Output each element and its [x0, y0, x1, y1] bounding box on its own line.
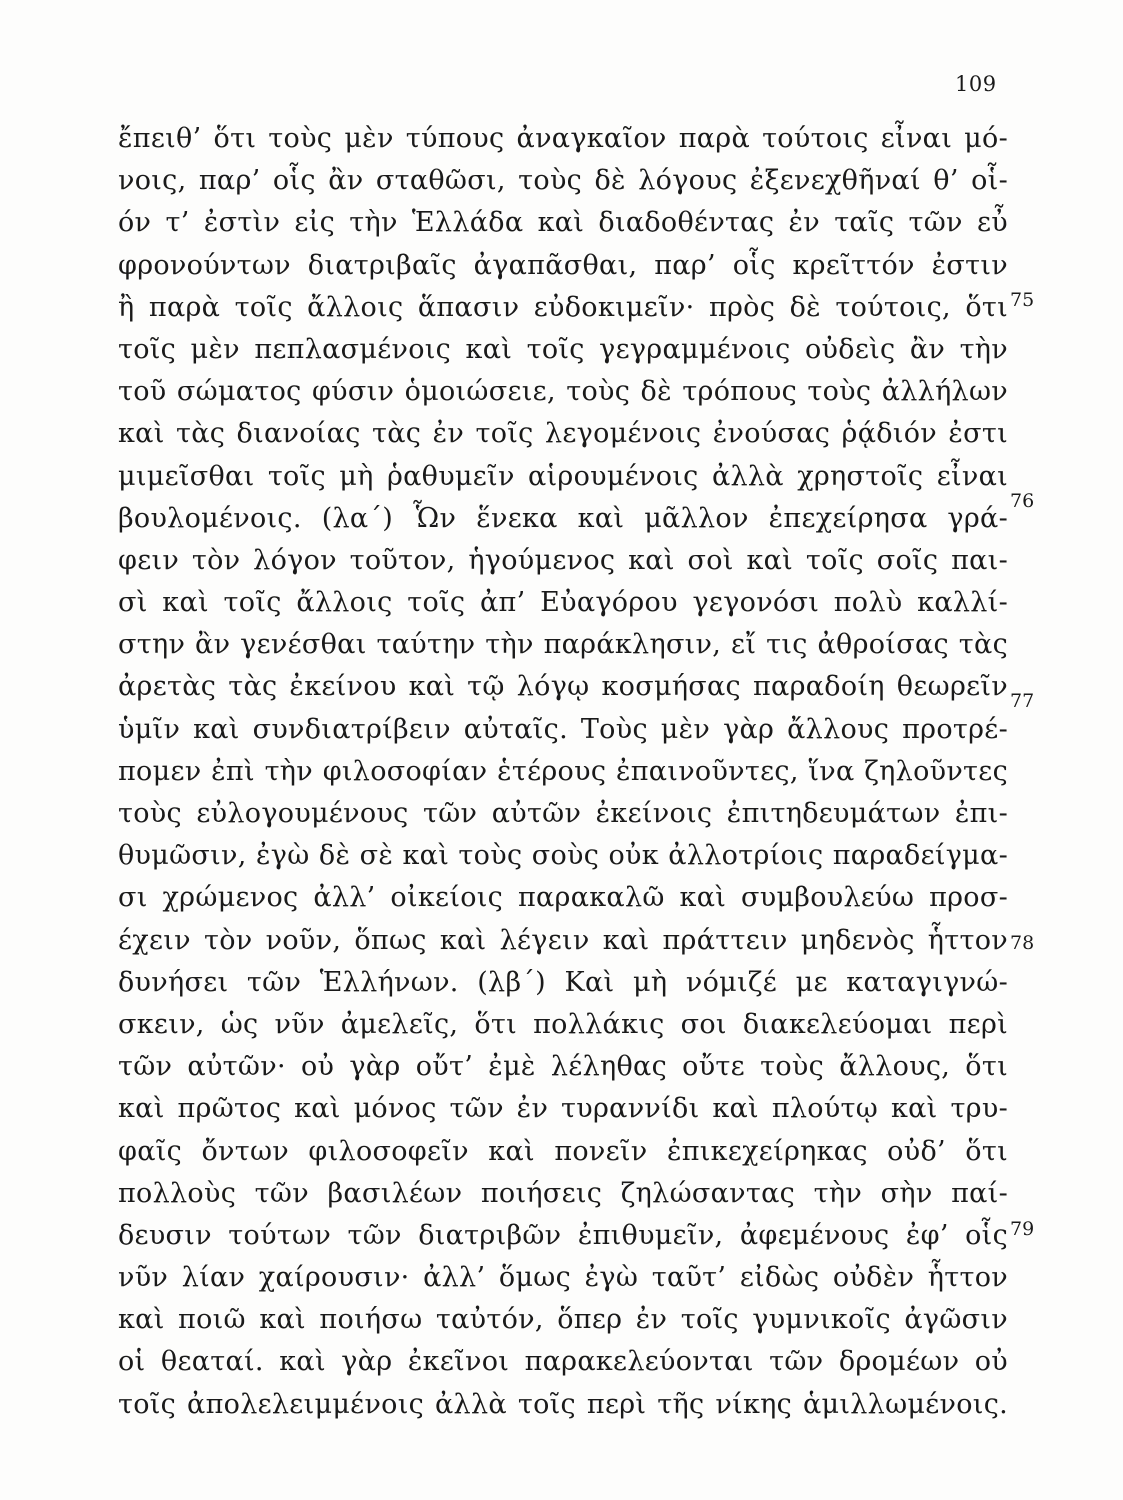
text-line-26: πολλοὺς τῶν βασιλέων ποιήσεις ζηλώσαντας τὴν σὴν παί-: [118, 1177, 1008, 1209]
text-line-27: δευσιν τούτων τῶν διατριβῶν ἐπιθυμεῖν, ἀφεμένους ἐφ’ οἷς: [118, 1219, 1008, 1251]
text-line-14: ἀρετὰς τὰς ἐκείνου καὶ τῷ λόγῳ κοσμήσας παραδοίη θεωρεῖν: [118, 671, 1008, 703]
section-number-77: 77: [1010, 690, 1035, 712]
text-line-1: ἔπειθ’ ὅτι τοὺς μὲν τύπους ἀναγκαῖον παρὰ τούτοις εἶναι μό-: [118, 123, 1008, 154]
text-line-10: βουλομένοις. (λα΄) Ὧν ἕνεκα καὶ μᾶλλον ἐπεχείρησα γρά-: [118, 502, 1008, 534]
text-line-20: έχειν τὸν νοῦν, ὅπως καὶ λέγειν καὶ πράττειν μηδενὸς ἧττον: [118, 924, 1008, 956]
text-line-28: νῦν λίαν χαίρουσιν· ἀλλ’ ὅμως ἐγὼ ταῦτ’ εἰδὼς οὐδὲν ἧττον: [118, 1262, 1008, 1294]
text-line-18: θυμῶσιν, ἐγὼ δὲ σὲ καὶ τοὺς σοὺς οὐκ ἀλλοτρίοις παραδείγμα-: [118, 840, 1008, 872]
text-line-6: τοῖς μὲν πεπλασμένοις καὶ τοῖς γεγραμμένοις οὐδεὶς ἂν τὴν: [118, 333, 1008, 365]
section-number-76: 76: [1010, 490, 1035, 512]
text-line-30: οἱ θεαταί. καὶ γὰρ ἐκεῖνοι παρακελεύονται τῶν δρομέων οὐ: [118, 1346, 1008, 1378]
page-number: 109: [955, 72, 997, 96]
text-line-24: καὶ πρῶτος καὶ μόνος τῶν ἐν τυραννίδι καὶ πλούτῳ καὶ τρυ-: [118, 1093, 1008, 1125]
text-line-17: τοὺς εὐλογουμένους τῶν αὐτῶν ἐκείνοις ἐπιτηδευμάτων ἐπι-: [118, 798, 1008, 829]
text-line-13: στην ἂν γενέσθαι ταύτην τὴν παράκλησιν, εἴ τις ἀθροίσας τὰς: [118, 629, 1008, 661]
greek-text-block: [118, 118, 1008, 1426]
text-line-8: καὶ τὰς διανοίας τὰς ἐν τοῖς λεγομένοις ἐνούσας ῥᾴδιόν ἐστι: [118, 418, 1008, 450]
text-line-12: σὶ καὶ τοῖς ἄλλοις τοῖς ἀπ’ Εὐαγόρου γεγονόσι πολὺ καλλί-: [118, 587, 1008, 619]
text-line-15: ὑμῖν καὶ συνδιατρίβειν αὐταῖς. Τοὺς μὲν γὰρ ἄλλους προτρέ-: [118, 713, 1008, 745]
text-line-31: τοῖς ἀπολελειμμένοις ἀλλὰ τοῖς περὶ τῆς νίκης ἁμιλλωμένοις.: [118, 1388, 1008, 1420]
text-line-29: καὶ ποιῶ καὶ ποιήσω ταὐτόν, ὅπερ ἐν τοῖς γυμνικοῖς ἀγῶσιν: [118, 1304, 1008, 1336]
text-line-16: πομεν ἐπὶ τὴν φιλοσοφίαν ἑτέρους ἐπαινοῦντες, ἵνα ζηλοῦντες: [118, 755, 1008, 787]
text-line-19: σι χρώμενος ἀλλ’ οἰκείοις παρακαλῶ καὶ συμβουλεύω προσ-: [118, 882, 1008, 914]
section-number-78: 78: [1010, 932, 1035, 954]
text-line-9: μιμεῖσθαι τοῖς μὴ ῥαθυμεῖν αἱρουμένοις ἀλλὰ χρηστοῖς εἶναι: [118, 460, 1008, 492]
text-line-21: δυνήσει τῶν Ἑλλήνων. (λβ΄) Καὶ μὴ νόμιζέ με καταγιγνώ-: [118, 966, 1008, 998]
text-line-25: φαῖς ὄντων φιλοσοφεῖν καὶ πονεῖν ἐπικεχείρηκας οὐδ’ ὅτι: [118, 1135, 1008, 1167]
text-line-22: σκειν, ὡς νῦν ἀμελεῖς, ὅτι πολλάκις σοι διακελεύομαι περὶ: [118, 1008, 1008, 1040]
text-line-11: φειν τὸν λόγον τοῦτον, ἡγούμενος καὶ σοὶ καὶ τοῖς σοῖς παι-: [118, 544, 1008, 576]
section-number-79: 79: [1010, 1218, 1035, 1240]
section-number-75: 75: [1010, 289, 1035, 311]
text-line-23: τῶν αὐτῶν· οὐ γὰρ οὔτ’ ἐμὲ λέληθας οὔτε τοὺς ἄλλους, ὅτι: [118, 1051, 1008, 1083]
text-line-3: όν τ’ ἐστὶν εἰς τὴν Ἑλλάδα καὶ διαδοθέντας ἐν ταῖς τῶν εὖ: [118, 207, 1008, 239]
text-line-4: φρονούντων διατριβαῖς ἀγαπᾶσθαι, παρ’ οἷς κρεῖττόν ἐστιν: [118, 249, 1008, 281]
text-line-5: ἢ παρὰ τοῖς ἄλλοις ἅπασιν εὐδοκιμεῖν· πρὸς δὲ τούτοις, ὅτι: [118, 291, 1008, 323]
text-line-2: νοις, παρ’ οἷς ἂν σταθῶσι, τοὺς δὲ λόγους ἐξενεχθῆναί θ’ οἷ-: [118, 165, 1008, 197]
text-line-7: τοῦ σώματος φύσιν ὁμοιώσειε, τοὺς δὲ τρόπους τοὺς ἀλλήλων: [118, 376, 1008, 408]
